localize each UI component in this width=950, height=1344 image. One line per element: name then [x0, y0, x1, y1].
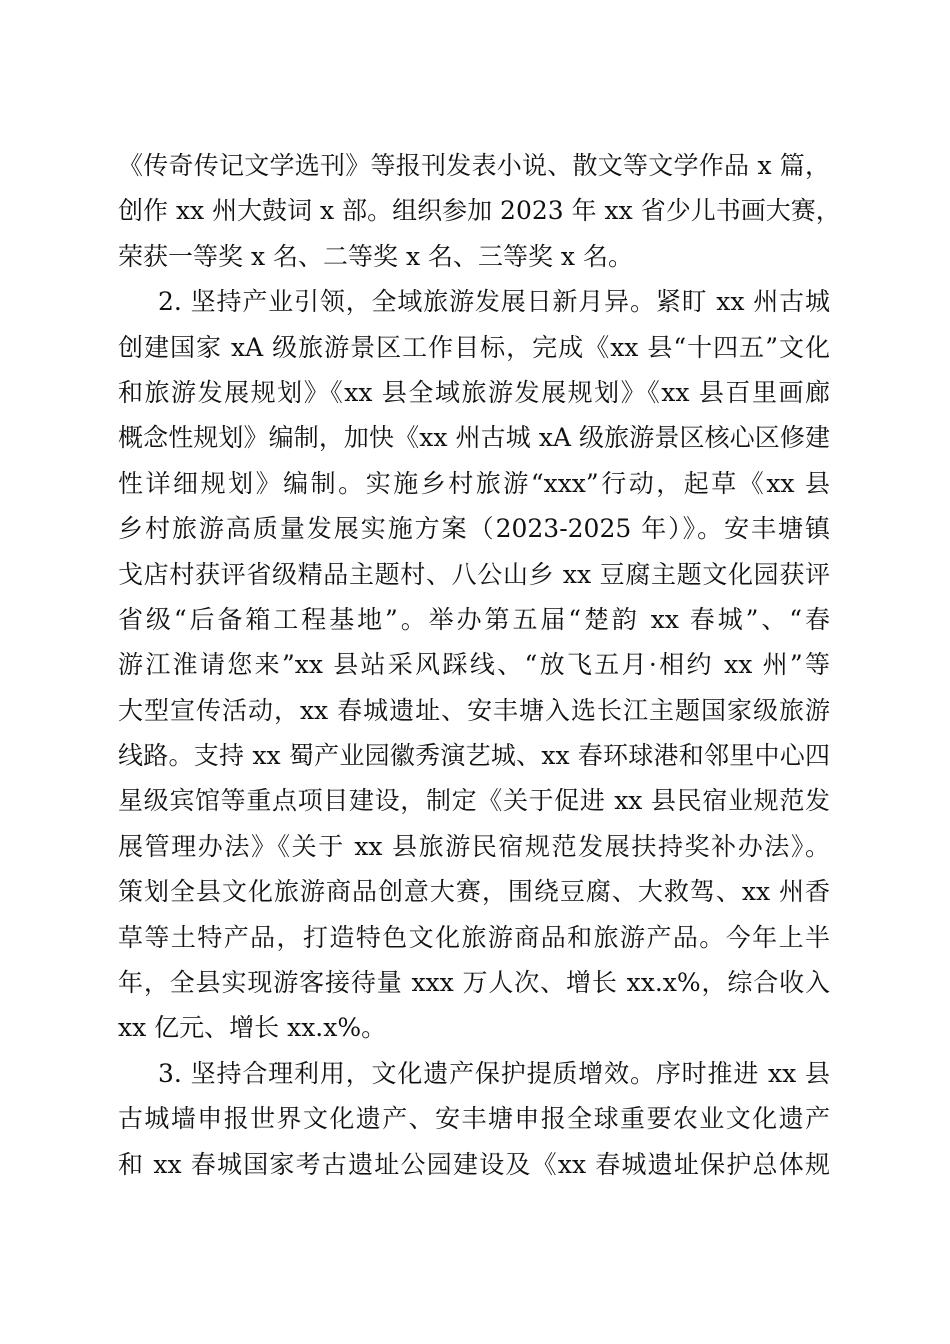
text-line: 省级“后备箱工程基地”。举办第五届“楚韵 xx 春城”、“春 [118, 604, 830, 634]
paragraph-tourism [118, 279, 830, 1051]
text-line: 游江淮请您来”xx 县站采风踩线、“放飞五月·相约 xx 州”等 [118, 650, 830, 680]
paragraph-literature [118, 143, 841, 279]
text-line: 性详细规划》编制。实施乡村旅游“xxx”行动，起草《xx 县 [118, 468, 830, 498]
text-line: 星级宾馆等重点项目建设，制定《关于促进 xx 县民宿业规范发 [118, 786, 830, 816]
text-line: 荣获一等奖 x 名、二等奖 x 名、三等奖 x 名。 [118, 241, 633, 271]
text-line: 创建国家 xA 级旅游景区工作目标，完成《xx 县“十四五”文化 [118, 332, 830, 362]
text-line: 和旅游发展规划》《xx 县全域旅游发展规划》《xx 县百里画廊 [118, 377, 830, 407]
text-line: 大型宣传活动，xx 春城遗址、安丰塘入选长江主题国家级旅游 [118, 695, 830, 725]
text-line: 草等土特产品，打造特色文化旅游商品和旅游产品。今年上半 [118, 922, 830, 952]
text-line: 《传奇传记文学选刊》等报刊发表小说、散文等文学作品 x 篇， [118, 151, 830, 180]
paragraph-heritage [118, 1051, 830, 1187]
text-line: 和 xx 春城国家考古遗址公园建设及《xx 春城遗址保护总体规 [118, 1149, 830, 1179]
text-line: 古城墙申报世界文化遗产、安丰塘申报全球重要农业文化遗产 [118, 1104, 830, 1134]
document-body [118, 143, 841, 1187]
text-line: 线路。支持 xx 蜀产业园徽秀演艺城、xx 春环球港和邻里中心四 [118, 741, 830, 771]
text-line: 戈店村获评省级精品主题村、八公山乡 xx 豆腐主题文化园获评 [118, 559, 830, 589]
text-line: 年，全县实现游客接待量 xxx 万人次、增长 xx.x%，综合收入 [118, 968, 830, 998]
text-line: 策划全县文化旅游商品创意大赛，围绕豆腐、大救驾、xx 州香 [118, 877, 830, 907]
text-line: 概念性规划》编制，加快《xx 州古城 xA 级旅游景区核心区修建 [118, 423, 830, 453]
text-line: 乡村旅游高质量发展实施方案（2023-2025 年）》。安丰塘镇 [118, 514, 830, 544]
text-line: 2. 坚持产业引领，全域旅游发展日新月异。紧盯 xx 州古城 [158, 287, 830, 317]
text-line: xx 亿元、增长 xx.x%。 [118, 1013, 387, 1043]
text-line: 展管理办法》《关于 xx 县旅游民宿规范发展扶持奖补办法》。 [118, 831, 830, 861]
text-line: 创作 xx 州大鼓词 x 部。组织参加 2023 年 xx 省少儿书画大赛， [118, 196, 841, 226]
text-line: 3. 坚持合理利用，文化遗产保护提质增效。序时推进 xx 县 [158, 1058, 830, 1088]
